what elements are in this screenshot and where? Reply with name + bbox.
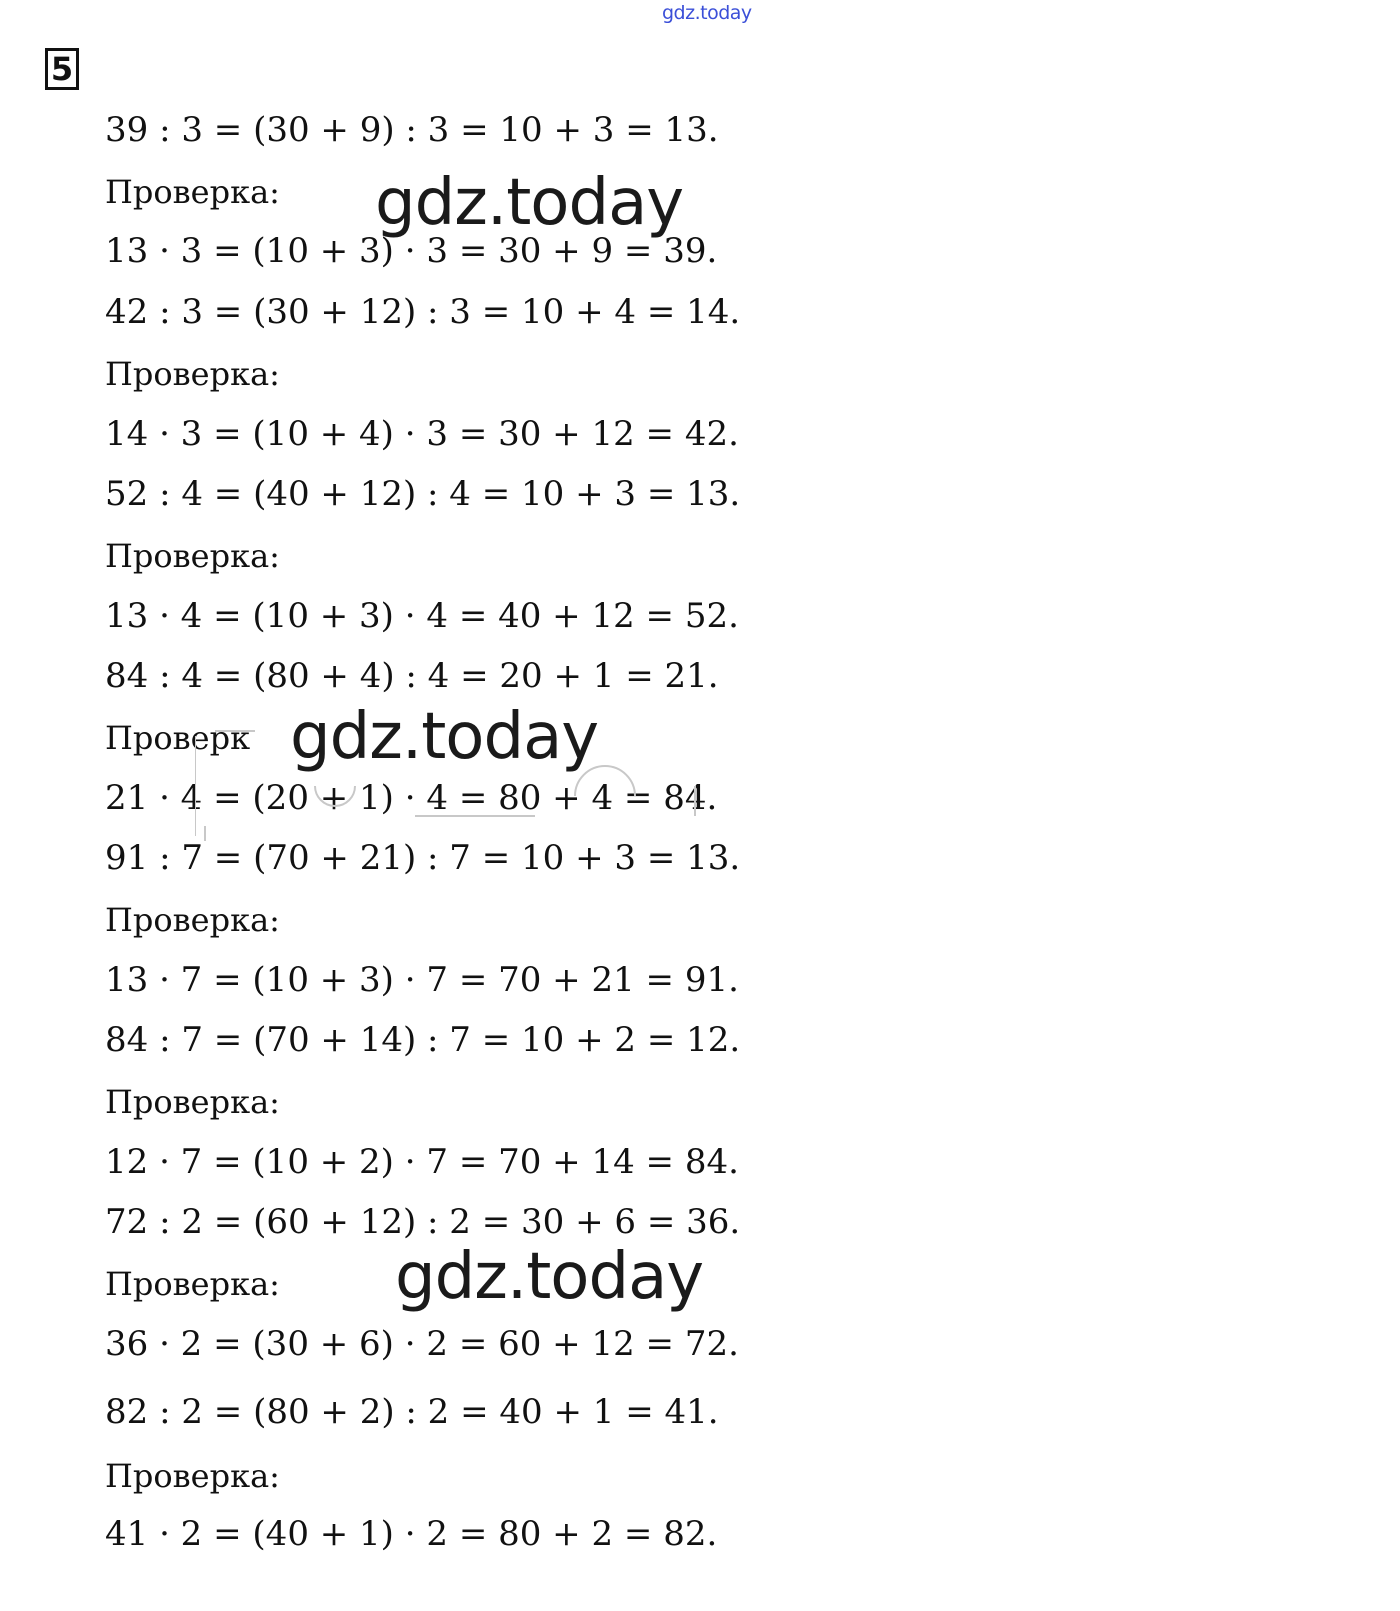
check-label: Проверка: — [105, 355, 280, 393]
equation-line: 91 : 7 = (70 + 21) : 7 = 10 + 3 = 13. — [105, 838, 741, 878]
equation-line: 84 : 4 = (80 + 4) : 4 = 20 + 1 = 21. — [105, 656, 719, 696]
site-watermark: gdz.today — [375, 166, 684, 240]
equation-line: 84 : 7 = (70 + 14) : 7 = 10 + 2 = 12. — [105, 1020, 741, 1060]
check-label: Проверка: — [105, 173, 280, 211]
check-label-partial: Проверк — [105, 719, 251, 757]
check-label: Проверка: — [105, 1457, 280, 1495]
equation-line: 42 : 3 = (30 + 12) : 3 = 10 + 4 = 14. — [105, 292, 741, 332]
site-watermark: gdz.today — [290, 700, 599, 774]
equation-line: 13 · 4 = (10 + 3) · 4 = 40 + 12 = 52. — [105, 596, 739, 636]
equation-line: 14 · 3 = (10 + 4) · 3 = 30 + 12 = 42. — [105, 414, 739, 454]
equation-line: 52 : 4 = (40 + 12) : 4 = 10 + 3 = 13. — [105, 474, 741, 514]
equation-line: 39 : 3 = (30 + 9) : 3 = 10 + 3 = 13. — [105, 110, 719, 150]
equation-line: 21 · 4 = (20 + 1) · 4 = 80 + 4 = 84. — [105, 778, 718, 818]
header-watermark: gdz.today — [662, 2, 752, 24]
site-watermark: gdz.today — [395, 1240, 704, 1314]
equation-line: 12 · 7 = (10 + 2) · 7 = 70 + 14 = 84. — [105, 1142, 739, 1182]
check-label: Проверка: — [105, 1083, 280, 1121]
equation-line: 82 : 2 = (80 + 2) : 2 = 40 + 1 = 41. — [105, 1392, 719, 1432]
task-number-box: 5 — [45, 48, 79, 90]
check-label: Проверка: — [105, 901, 280, 939]
equation-line: 41 · 2 = (40 + 1) · 2 = 80 + 2 = 82. — [105, 1514, 718, 1554]
equation-line: 13 · 7 = (10 + 3) · 7 = 70 + 21 = 91. — [105, 960, 739, 1000]
check-label: Проверка: — [105, 1265, 280, 1303]
check-label: Проверка: — [105, 537, 280, 575]
equation-line: 36 · 2 = (30 + 6) · 2 = 60 + 12 = 72. — [105, 1324, 739, 1364]
equation-line: 13 · 3 = (10 + 3) · 3 = 30 + 9 = 39. — [105, 231, 718, 271]
equation-line: 72 : 2 = (60 + 12) : 2 = 30 + 6 = 36. — [105, 1202, 741, 1242]
